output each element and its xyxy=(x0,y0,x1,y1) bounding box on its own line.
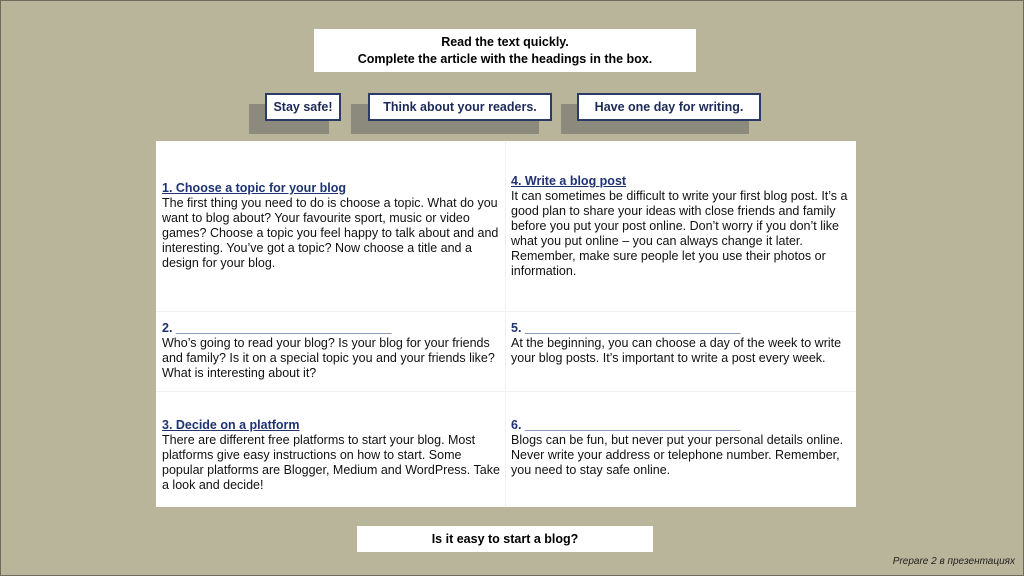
heading-option-one-day[interactable] xyxy=(577,93,761,121)
article-grid xyxy=(156,141,856,507)
section-text: At the beginning, you can choose a day of the week to write your blog posts. It’s important to write a post every week. xyxy=(511,336,842,365)
article-section-6 xyxy=(511,418,854,478)
heading-option-label: Stay safe! xyxy=(273,100,333,114)
section-text: Blogs can be fun, but never put your personal details online. Never write your address or telephone number. Remember, you need to stay safe online. xyxy=(511,433,844,477)
section-title-blank[interactable]: 2. _______________________________ xyxy=(162,321,392,335)
heading-option-label: Have one day for writing. xyxy=(594,100,744,114)
section-text: Who’s going to read your blog? Is your blog for your friends and family? Is it on a special topic you and your friends like? What is interesting about it? xyxy=(162,336,495,380)
section-text: It can sometimes be difficult to write your first blog post. It’s a good plan to share your ideas with close friends and family before you put your post online. Don’t worry if you don’t like what you put online – you can always change it later. Remember, make sure people let you use their photos or information. xyxy=(511,189,848,278)
heading-option-label: Think about your readers. xyxy=(383,100,537,114)
heading-option-think-readers[interactable] xyxy=(368,93,552,121)
section-text: There are different free platforms to start your blog. Most platforms give easy instructions on how to start. Some popular platforms are Blogger, Medium and WordPress. Take a look and decide! xyxy=(162,433,500,492)
section-title: 4. Write a blog post xyxy=(511,174,627,188)
question-text: Is it easy to start a blog? xyxy=(431,532,579,546)
question-box xyxy=(357,526,653,552)
section-title-blank[interactable]: 5. _______________________________ xyxy=(511,321,741,335)
section-text: The first thing you need to do is choose a topic. What do you want to blog about? Your favourite sport, music or video games? Choose a topic you feel happy to talk about and and interesting. You’ve got a topic? Now choose a title and a design for your blog. xyxy=(162,196,499,270)
row-divider xyxy=(156,391,856,392)
article-section-1 xyxy=(162,181,500,271)
article-section-4 xyxy=(511,174,854,279)
article-section-2 xyxy=(162,321,500,381)
instructions-box xyxy=(314,29,696,72)
article-section-3 xyxy=(162,418,500,493)
instructions-line-1: Read the text quickly. xyxy=(441,35,569,49)
section-title: 3. Decide on a platform xyxy=(162,418,300,432)
section-title: 1. Choose a topic for your blog xyxy=(162,181,347,195)
heading-option-stay-safe[interactable] xyxy=(265,93,341,121)
instructions-line-2: Complete the article with the headings in the box. xyxy=(357,52,653,66)
section-title-blank[interactable]: 6. _______________________________ xyxy=(511,418,741,432)
footer-note: Prepare 2 в презентациях xyxy=(892,556,1015,567)
row-divider xyxy=(156,311,856,312)
article-section-5 xyxy=(511,321,854,366)
column-divider xyxy=(505,141,506,507)
